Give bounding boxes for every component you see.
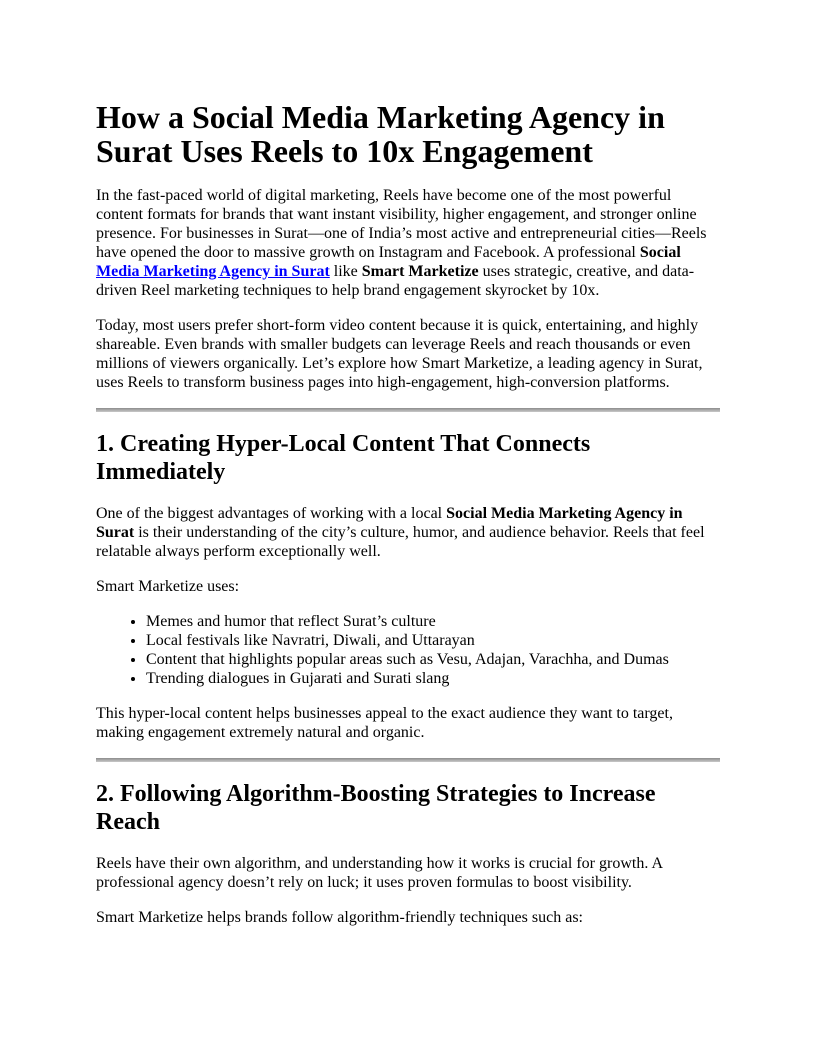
intro-paragraph-2: Today, most users prefer short-form video content because it is quick, entertaining, and highly shareable. Even brands with smaller budgets can leverage Reels and reach thousands or even millions of viewers organically. Let’s explore how Smart Marketize, a leading agency in Surat, uses Reels to transform business pages into high-engagement, high-conversion platforms. [96, 317, 703, 391]
list-item: • Local festivals like Navratri, Diwali, and Uttarayan [146, 631, 720, 650]
list-item: • Memes and humor that reflect Surat’s culture [146, 612, 720, 631]
document-title: How a Social Media Marketing Agency in Surat Uses Reels to 10x Engagement [96, 99, 665, 169]
section-divider [96, 758, 720, 762]
intro-text-run: like [329, 263, 362, 280]
section-2-paragraph-1: Reels have their own algorithm, and understanding how it works is crucial for growth. A professional agency doesn’t rely on luck; it uses proven formulas to boost visibility. [96, 855, 663, 891]
brand-name-bold: Smart Marketize [361, 263, 479, 280]
section-divider [96, 408, 720, 412]
bold-text-run: Social [639, 244, 681, 261]
body-text-run: is their understanding of the city’s culture, humor, and audience behavior. Reels that feel relatable always perform exceptionally well. [96, 524, 705, 560]
section-1-paragraph-1 [96, 504, 720, 561]
intro-text-run: uses strategic, creative, and data-driven Reel marketing techniques to help brand engagement skyrocket by 10x. [96, 263, 695, 299]
section-1-paragraph-3: This hyper-local content helps businesses appeal to the exact audience they want to target, making engagement extremely natural and organic. [96, 705, 673, 741]
list-item: • Content that highlights popular areas such as Vesu, Adajan, Varachha, and Dumas [146, 650, 720, 669]
intro-paragraph-1 [96, 186, 720, 300]
list-item: • Trending dialogues in Gujarati and Surati slang [146, 669, 720, 688]
section-2-heading: 2. Following Algorithm-Boosting Strategies to Increase Reach [96, 781, 656, 835]
body-text-run: One of the biggest advantages of working with a local [96, 505, 447, 522]
bold-text-run: Social Media Marketing Agency in Surat [96, 505, 683, 541]
agency-hyperlink[interactable]: Media Marketing Agency in Surat [96, 263, 330, 280]
bullet-list [96, 612, 720, 688]
intro-text-run: In the fast-paced world of digital marketing, Reels have become one of the most powerful content formats for brands that want instant visibility, higher engagement, and stronger online presence. For businesses in Surat—one of India’s most active and entrepreneurial cities—Reels have opened the door to massive growth on Instagram and Facebook. A professional [96, 187, 707, 261]
section-1-paragraph-2: Smart Marketize uses: [96, 578, 240, 595]
section-2-paragraph-2: Smart Marketize helps brands follow algorithm-friendly techniques such as: [96, 909, 583, 926]
section-1-heading: 1. Creating Hyper-Local Content That Connects Immediately [96, 431, 591, 485]
